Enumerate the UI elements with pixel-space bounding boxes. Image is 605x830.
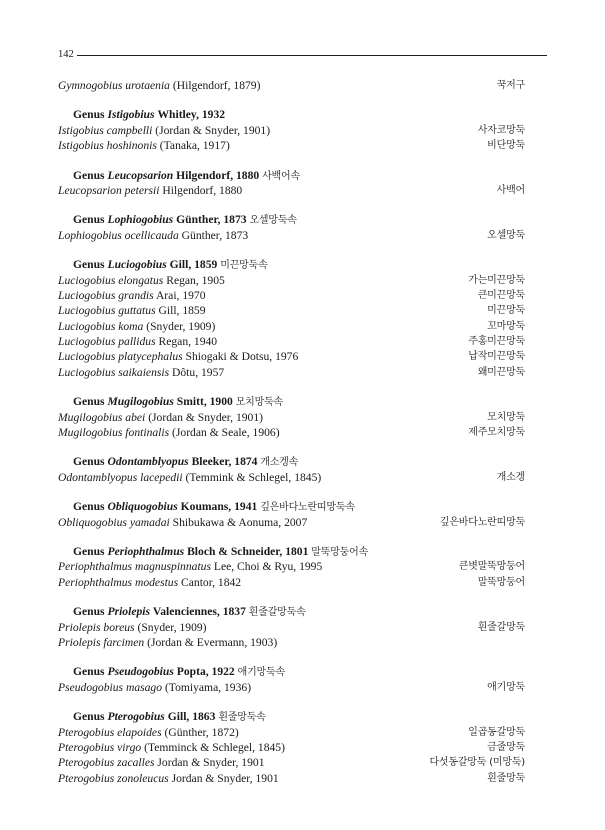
species-scientific bbox=[58, 123, 270, 138]
genus-word: Genus bbox=[73, 213, 108, 227]
species-name: Obliquogobius yamadai bbox=[58, 515, 170, 529]
section-gap bbox=[58, 440, 525, 454]
species-author: (Tanaka, 1917) bbox=[159, 139, 230, 153]
genus-heading bbox=[58, 499, 525, 514]
species-author: Hilgendorf, 1880 bbox=[162, 183, 243, 197]
species-author: (Günther, 1872) bbox=[164, 725, 239, 739]
species-name: Istigobius campbelli bbox=[58, 123, 153, 137]
species-name: Mugilogobius abei bbox=[58, 410, 146, 424]
genus-word: Genus bbox=[73, 455, 108, 469]
species-scientific bbox=[58, 228, 248, 243]
species-korean-name: 꼬마망둑 bbox=[487, 320, 525, 332]
genus-author: Valenciennes, 1837 bbox=[152, 605, 246, 619]
species-korean-name: 납작미끈망둑 bbox=[468, 351, 525, 363]
species-name: Pterogobius zacalles bbox=[58, 756, 155, 770]
section-gap bbox=[58, 93, 525, 107]
species-row bbox=[58, 123, 525, 138]
species-row bbox=[58, 620, 525, 635]
species-scientific bbox=[58, 183, 242, 198]
species-name: Pterogobius zonoleucus bbox=[58, 771, 169, 785]
species-row bbox=[58, 755, 525, 770]
species-scientific bbox=[58, 334, 217, 349]
species-author: (Temmink & Schlegel, 1845) bbox=[185, 470, 322, 484]
genus-name: Lophiogobius bbox=[107, 213, 174, 227]
species-name: Luciogobius pallidus bbox=[58, 335, 156, 349]
genus-author: Günther, 1873 bbox=[176, 213, 247, 227]
species-korean-name: 다섯동갈망둑 (미망둑) bbox=[429, 757, 525, 769]
species-korean-name: 꾹저구 bbox=[496, 80, 525, 91]
genus-name: Periophthalmus bbox=[107, 544, 185, 558]
genus-korean-name: 횐줄망둑속 bbox=[218, 712, 266, 724]
species-korean-name: 흰줄망둑 bbox=[487, 772, 525, 784]
genus-word: Genus bbox=[73, 500, 108, 514]
genus-word: Genus bbox=[73, 108, 108, 122]
genus-korean-name: 개소겡속 bbox=[260, 457, 299, 469]
species-row bbox=[58, 410, 525, 425]
species-author: Jordan & Snyder, 1901 bbox=[157, 756, 265, 770]
section-gap bbox=[58, 154, 525, 168]
header-rule bbox=[77, 55, 547, 56]
species-row bbox=[58, 365, 525, 380]
species-row bbox=[58, 515, 525, 530]
species-korean-name: 애기망둑 bbox=[487, 681, 525, 693]
species-author: Jordan & Snyder, 1901 bbox=[171, 771, 279, 785]
genus-word: Genus bbox=[73, 665, 108, 679]
species-author: Shibukawa & Aonuma, 2007 bbox=[172, 515, 308, 529]
species-name: Pterogobius virgo bbox=[58, 740, 142, 754]
species-scientific bbox=[58, 425, 280, 440]
species-korean-name: 사백어 bbox=[496, 184, 525, 196]
genus-heading bbox=[58, 212, 525, 227]
species-korean-name: 말뚝망둥어 bbox=[477, 576, 525, 588]
species-row bbox=[58, 680, 525, 695]
genus-word: Genus bbox=[73, 258, 108, 272]
species-author: (Jordan & Seale, 1906) bbox=[172, 426, 280, 440]
species-author: Regan, 1905 bbox=[166, 273, 225, 287]
species-row bbox=[58, 635, 525, 650]
species-scientific bbox=[58, 575, 241, 590]
genus-heading bbox=[58, 168, 525, 183]
species-scientific bbox=[58, 725, 239, 740]
species-name: Mugilogobius fontinalis bbox=[58, 426, 170, 440]
species-name: Pseudogobius masago bbox=[58, 680, 163, 694]
genus-heading bbox=[58, 394, 525, 409]
genus-heading bbox=[58, 257, 525, 272]
genus-word: Genus bbox=[73, 168, 108, 182]
species-scientific bbox=[58, 740, 285, 755]
section-gap bbox=[58, 380, 525, 394]
genus-name: Odontamblyopus bbox=[107, 455, 189, 469]
species-scientific bbox=[58, 680, 251, 695]
species-korean-name: 큰볏말뚝망둥어 bbox=[458, 561, 525, 573]
species-korean-name: 일곱동갈망둑 bbox=[468, 726, 525, 738]
genus-name: Pseudogobius bbox=[107, 665, 174, 679]
species-row bbox=[58, 183, 525, 198]
species-name: Luciogobius guttatus bbox=[58, 304, 156, 318]
species-row bbox=[58, 425, 525, 440]
genus-korean-name: 깊은바다노란띠망둑속 bbox=[260, 502, 355, 514]
genus-heading bbox=[58, 544, 525, 559]
species-name: Odontamblyopus lacepedii bbox=[58, 470, 183, 484]
species-korean-name: 미끈망둑 bbox=[487, 305, 525, 317]
genus-name: Mugilogobius bbox=[107, 395, 174, 409]
species-author: (Snyder, 1909) bbox=[137, 620, 207, 634]
species-scientific bbox=[58, 365, 224, 380]
species-list bbox=[58, 78, 525, 786]
genus-name: Leucopsarion bbox=[107, 168, 174, 182]
genus-korean-name: 말뚝망둥어속 bbox=[311, 546, 369, 558]
species-scientific bbox=[58, 288, 206, 303]
genus-name: Obliquogobius bbox=[107, 500, 178, 514]
species-korean-name: 비단망둑 bbox=[487, 140, 525, 152]
species-scientific bbox=[58, 620, 207, 635]
species-row bbox=[58, 470, 525, 485]
species-row bbox=[58, 559, 525, 574]
species-name: Periophthalmus modestus bbox=[58, 575, 179, 589]
section-gap bbox=[58, 650, 525, 664]
species-row bbox=[58, 228, 525, 243]
species-korean-name: 가는미끈망둑 bbox=[468, 274, 525, 286]
genus-author: Whitley, 1932 bbox=[157, 108, 226, 122]
species-scientific bbox=[58, 78, 260, 93]
species-author: Shiogaki & Dotsu, 1976 bbox=[185, 350, 299, 364]
species-korean-name: 큰미끈망둑 bbox=[477, 289, 525, 301]
species-korean-name: 깊은바다노란띠망둑 bbox=[439, 516, 525, 528]
species-korean-name: 금줄망둑 bbox=[487, 741, 525, 753]
species-author: (Snyder, 1909) bbox=[146, 319, 216, 333]
species-row bbox=[58, 138, 525, 153]
section-gap bbox=[58, 198, 525, 212]
page-number: 142 bbox=[58, 49, 74, 60]
genus-korean-name: 모치망둑속 bbox=[235, 397, 284, 409]
species-name: Luciogobius elongatus bbox=[58, 273, 164, 287]
species-korean-name: 모치망둑 bbox=[487, 411, 525, 423]
species-scientific bbox=[58, 515, 307, 530]
species-name: Luciogobius platycephalus bbox=[58, 350, 183, 364]
species-scientific bbox=[58, 303, 206, 318]
species-name: Luciogobius koma bbox=[58, 319, 144, 333]
species-korean-name: 오셀망둑 bbox=[487, 229, 525, 241]
genus-author: Popta, 1922 bbox=[176, 665, 235, 679]
species-author: (Jordan & Snyder, 1901) bbox=[155, 123, 271, 137]
genus-author: Bleeker, 1874 bbox=[191, 455, 258, 469]
species-name: Leucopsarion petersii bbox=[58, 183, 160, 197]
species-author: (Hilgendorf, 1879) bbox=[172, 79, 261, 92]
species-scientific bbox=[58, 635, 277, 650]
genus-heading bbox=[58, 454, 525, 469]
species-name: Istigobius hoshinonis bbox=[58, 139, 157, 153]
species-author: Günther, 1873 bbox=[181, 228, 249, 242]
genus-heading bbox=[58, 604, 525, 619]
genus-name: Luciogobius bbox=[107, 258, 167, 272]
genus-author: Smitt, 1900 bbox=[176, 395, 233, 409]
species-korean-name: 왜미끈망둑 bbox=[477, 366, 525, 378]
genus-word: Genus bbox=[73, 605, 108, 619]
species-name: Pterogobius elapoides bbox=[58, 725, 162, 739]
section-gap bbox=[58, 590, 525, 604]
species-row bbox=[58, 725, 525, 740]
genus-author: Gill, 1863 bbox=[167, 710, 216, 724]
species-scientific bbox=[58, 319, 215, 334]
species-scientific bbox=[58, 755, 265, 770]
genus-word: Genus bbox=[73, 544, 108, 558]
species-scientific bbox=[58, 138, 230, 153]
species-author: (Jordan & Evermann, 1903) bbox=[147, 635, 278, 649]
genus-word: Genus bbox=[73, 395, 108, 409]
genus-korean-name: 애기망둑속 bbox=[237, 667, 285, 679]
species-row bbox=[58, 349, 525, 364]
species-row bbox=[58, 771, 525, 786]
species-name: Periophthalmus magnuspinnatus bbox=[58, 560, 211, 574]
genus-author: Hilgendorf, 1880 bbox=[176, 168, 260, 182]
species-scientific bbox=[58, 410, 263, 425]
genus-korean-name: 흰줄갈망둑속 bbox=[248, 607, 306, 619]
species-author: Regan, 1940 bbox=[158, 335, 218, 349]
section-gap bbox=[58, 695, 525, 709]
species-row bbox=[58, 303, 525, 318]
species-row bbox=[58, 740, 525, 755]
species-author: Cantor, 1842 bbox=[181, 575, 242, 589]
genus-heading bbox=[58, 709, 525, 724]
species-row bbox=[58, 334, 525, 349]
species-author: (Temminck & Schlegel, 1845) bbox=[144, 740, 285, 754]
species-author: (Tomiyama, 1936) bbox=[164, 680, 252, 694]
genus-heading bbox=[58, 664, 525, 679]
species-name: Luciogobius grandis bbox=[58, 288, 154, 302]
genus-word: Genus bbox=[73, 710, 108, 724]
genus-author: Koumans, 1941 bbox=[180, 500, 258, 514]
species-author: Arai, 1970 bbox=[155, 288, 206, 302]
genus-author: Bloch & Schneider, 1801 bbox=[187, 544, 309, 558]
species-scientific bbox=[58, 470, 321, 485]
species-name: Priolepis farcimen bbox=[58, 635, 145, 649]
species-author: Dôtu, 1957 bbox=[172, 365, 225, 379]
genus-korean-name: 오셀망둑속 bbox=[249, 215, 297, 227]
genus-name: Pterogobius bbox=[107, 710, 165, 724]
section-gap bbox=[58, 243, 525, 257]
species-scientific bbox=[58, 771, 279, 786]
genus-korean-name: 미끈망둑속 bbox=[220, 260, 268, 272]
species-korean-name: 제주모치망둑 bbox=[468, 427, 525, 439]
species-row bbox=[58, 319, 525, 334]
species-row bbox=[58, 78, 525, 93]
section-gap bbox=[58, 485, 525, 499]
species-scientific bbox=[58, 559, 322, 574]
species-author: (Jordan & Snyder, 1901) bbox=[148, 410, 263, 424]
species-author: Gill, 1859 bbox=[158, 304, 206, 318]
genus-heading bbox=[58, 107, 525, 122]
species-row bbox=[58, 273, 525, 288]
species-scientific bbox=[58, 273, 225, 288]
species-author: Lee, Choi & Ryu, 1995 bbox=[213, 560, 323, 574]
section-gap bbox=[58, 530, 525, 544]
species-row bbox=[58, 288, 525, 303]
genus-name: Priolepis bbox=[107, 605, 150, 619]
species-name: Lophiogobius ocellicauda bbox=[58, 228, 179, 242]
genus-korean-name: 사백어속 bbox=[262, 170, 300, 182]
species-name: Luciogobius saikaiensis bbox=[58, 365, 170, 379]
species-name: Gymnogobius urotaenia bbox=[58, 79, 170, 92]
species-scientific bbox=[58, 349, 298, 364]
genus-author: Gill, 1859 bbox=[169, 258, 218, 272]
species-korean-name: 개소겡 bbox=[496, 471, 525, 483]
species-korean-name: 주홍미끈망둑 bbox=[468, 336, 525, 348]
species-korean-name: 사자코망둑 bbox=[477, 124, 525, 136]
species-name: Priolepis boreus bbox=[58, 620, 135, 634]
species-korean-name: 흰줄갈망둑 bbox=[477, 621, 525, 633]
genus-name: Istigobius bbox=[107, 108, 155, 122]
species-row bbox=[58, 575, 525, 590]
